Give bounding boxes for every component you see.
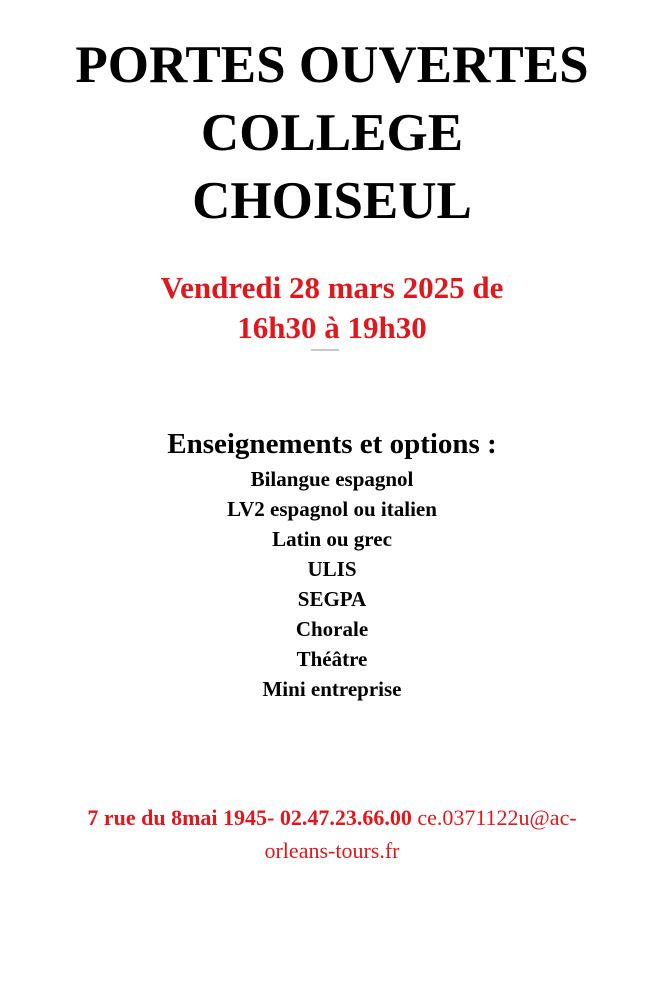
email-part-1[interactable]: ce.0371122u@ac-	[417, 805, 577, 830]
option-item: Bilangue espagnol	[250, 467, 414, 491]
event-date-line-2: 16h30 à 19h30	[237, 310, 427, 345]
title-line-3: CHOISEUL	[192, 172, 472, 230]
contact-block	[0, 801, 664, 867]
email-part-2[interactable]: orleans-tours.fr	[264, 838, 400, 863]
small-artifact-mark	[311, 349, 339, 351]
option-item: ULIS	[307, 557, 357, 581]
option-item: Chorale	[295, 617, 369, 641]
option-item: Mini entreprise	[262, 677, 402, 701]
contact-line-2	[0, 834, 664, 867]
option-item: SEGPA	[297, 587, 367, 611]
address-phone: 7 rue du 8mai 1945- 02.47.23.66.00	[87, 805, 412, 830]
option-item: Théâtre	[296, 647, 368, 671]
options-heading: Enseignements et options :	[167, 428, 497, 460]
contact-line-1	[0, 801, 664, 834]
title-line-2: COLLEGE	[200, 104, 464, 162]
title-line-1: PORTES OUVERTES	[75, 36, 589, 94]
options-list	[0, 464, 664, 704]
option-item: LV2 espagnol ou italien	[227, 497, 437, 521]
event-date-line-1: Vendredi 28 mars 2025 de	[160, 270, 504, 305]
option-item: Latin ou grec	[272, 527, 392, 551]
